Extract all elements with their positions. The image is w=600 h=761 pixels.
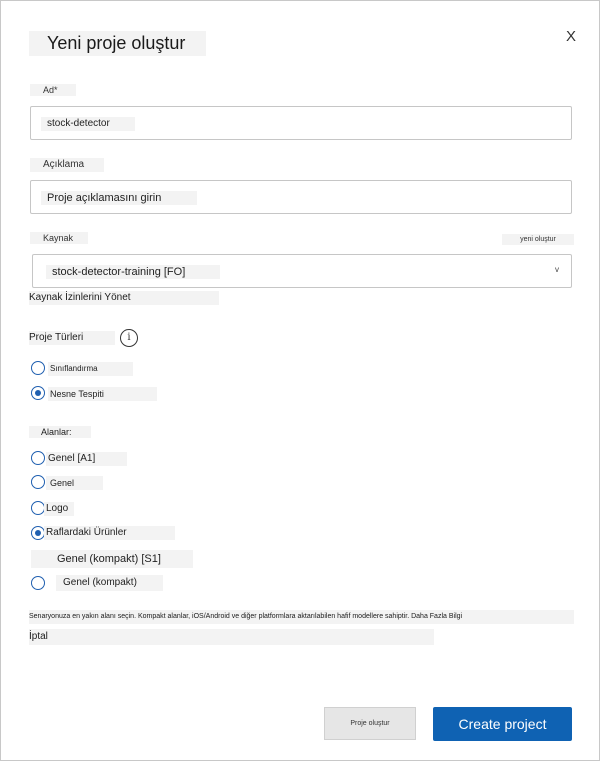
- project-type-option-classification[interactable]: [31, 361, 141, 375]
- dialog-title: Yeni proje oluştur: [29, 31, 206, 56]
- domain-option-general[interactable]: [31, 475, 106, 489]
- option-label: Genel (kompakt): [56, 575, 163, 591]
- radio-icon: [31, 361, 45, 375]
- description-input[interactable]: [30, 180, 572, 214]
- option-label: Nesne Tespiti: [48, 387, 157, 401]
- create-project-button[interactable]: Create project: [433, 707, 572, 741]
- resource-select[interactable]: [32, 254, 572, 288]
- radio-icon: [31, 451, 45, 465]
- option-label: Genel: [46, 476, 103, 490]
- radio-icon: [31, 501, 45, 515]
- resource-select-value: stock-detector-training [FO]: [46, 265, 220, 279]
- name-input[interactable]: [30, 106, 572, 140]
- name-label: Ad*: [30, 84, 76, 96]
- radio-checked-icon: [31, 386, 45, 400]
- domain-option-logo[interactable]: [31, 501, 101, 515]
- chevron-down-icon: v: [555, 265, 559, 274]
- radio-icon: [31, 576, 45, 590]
- option-label: Sınıflandırma: [48, 362, 133, 376]
- domains-help-text: Senaryonuza en yakın alanı seçin. Kompakt alanlar, iOS/Android ve diğer platformlara aktarılabilen hafif modellere sahiptir. Daha Fazla Bilgi: [29, 610, 574, 624]
- project-type-option-object-detection[interactable]: [31, 386, 161, 400]
- cancel-link[interactable]: İptal: [29, 629, 434, 645]
- create-new-resource-link[interactable]: yeni oluştur: [502, 234, 574, 245]
- option-label: Logo: [44, 502, 74, 516]
- manage-resource-permissions-link[interactable]: Kaynak İzinlerini Yönet: [29, 291, 219, 305]
- info-icon[interactable]: i: [120, 329, 138, 347]
- domain-option-general-compact[interactable]: [31, 575, 166, 591]
- domain-option-general-a1[interactable]: [31, 451, 131, 465]
- radio-icon: [31, 475, 45, 489]
- radio-checked-icon: [31, 526, 45, 540]
- description-label: Açıklama: [30, 158, 104, 172]
- description-placeholder: Proje açıklamasını girin: [41, 191, 197, 205]
- domain-option-general-compact-s1[interactable]: [31, 550, 196, 568]
- option-label: Genel (kompakt) [S1]: [31, 550, 193, 568]
- domain-option-products-on-shelves[interactable]: [31, 526, 179, 540]
- close-icon[interactable]: X: [565, 28, 576, 45]
- name-input-value: stock-detector: [41, 117, 135, 131]
- option-label: Genel [A1]: [46, 452, 127, 466]
- project-types-label: Proje Türleri: [29, 331, 115, 345]
- create-project-secondary-button[interactable]: Proje oluştur: [324, 707, 416, 740]
- resource-label: Kaynak: [30, 232, 88, 244]
- option-label: Raflardaki Ürünler: [44, 526, 175, 540]
- domains-label: Alanlar:: [29, 426, 91, 438]
